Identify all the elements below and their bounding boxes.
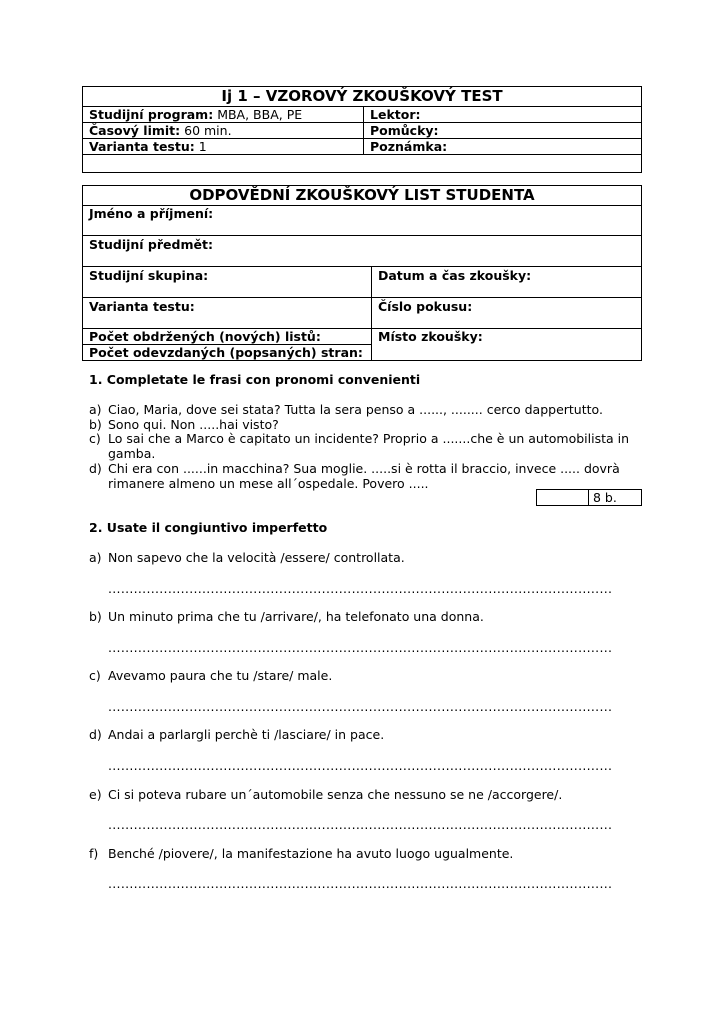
program-cell xyxy=(83,107,364,123)
item-marker: d) xyxy=(89,727,102,742)
test-title: Ij 1 – VZOROVÝ ZKOUŠKOVÝ TEST xyxy=(83,87,642,107)
answer-line[interactable]: ...................................................................................................................... xyxy=(108,877,613,891)
exercise2-title: 2. Usate il congiuntivo imperfetto xyxy=(89,520,328,535)
item-marker: e) xyxy=(89,787,102,802)
exercise1-item xyxy=(89,461,641,491)
exercise1-item xyxy=(89,431,641,461)
attempt-field[interactable]: Číslo pokusu: xyxy=(372,298,642,329)
program-label: Studijní program: xyxy=(89,107,214,122)
limit-cell xyxy=(83,123,364,139)
item-marker: b) xyxy=(89,609,102,624)
exercise1-item xyxy=(89,417,641,432)
score-cell[interactable] xyxy=(537,490,589,506)
lektor-label: Lektor: xyxy=(364,107,642,123)
place-field[interactable]: Místo zkoušky: xyxy=(372,329,642,361)
exercise2-item xyxy=(89,609,641,624)
item-text: Avevamo paura che tu /stare/ male. xyxy=(108,668,333,683)
exercise1-title: 1. Completate le frasi con pronomi convenienti xyxy=(89,372,421,387)
points-box xyxy=(536,489,642,506)
note-label: Poznámka: xyxy=(364,139,642,155)
item-text: Chi era con ......in macchina? Sua moglie. .....si è rotta il braccio, invece ..... dovrà rimanere almeno un mese all´ospedale. Povero ..... xyxy=(108,461,620,491)
limit-label: Časový limit: xyxy=(89,123,181,138)
answer-line[interactable]: ...................................................................................................................... xyxy=(108,582,613,596)
pages-count-field[interactable]: Počet odevzdaných (popsaných) stran: xyxy=(83,345,372,361)
item-marker: c) xyxy=(89,431,101,446)
exercise2-item xyxy=(89,727,641,742)
variant-value: 1 xyxy=(198,139,207,154)
item-marker: b) xyxy=(89,417,102,432)
item-text: Lo sai che a Marco è capitato un incidente? Proprio a .......che è un automobilista in gamba. xyxy=(108,431,630,461)
exercise2-item xyxy=(89,787,641,802)
item-marker: a) xyxy=(89,550,102,565)
answer-line[interactable]: ...................................................................................................................... xyxy=(108,700,613,714)
exercise1-item xyxy=(89,402,641,417)
item-text: Un minuto prima che tu /arrivare/, ha telefonato una donna. xyxy=(108,609,484,624)
exercise2-item xyxy=(89,846,641,861)
item-marker: a) xyxy=(89,402,102,417)
subject-field[interactable]: Studijní předmět: xyxy=(83,236,642,267)
answer-line[interactable]: ...................................................................................................................... xyxy=(108,641,613,655)
item-text: Non sapevo che la velocità /essere/ controllata. xyxy=(108,550,405,565)
pomucky-label: Pomůcky: xyxy=(364,123,642,139)
test-header-table xyxy=(82,86,642,173)
limit-value: 60 min. xyxy=(184,123,232,138)
variant-cell xyxy=(83,139,364,155)
item-text: Ci si poteva rubare un´automobile senza che nessuno se ne /accorgere/. xyxy=(108,787,563,802)
sheets-count-field[interactable]: Počet obdržených (nových) listů: xyxy=(83,329,372,345)
item-marker: f) xyxy=(89,846,99,861)
answer-sheet-table xyxy=(82,185,642,361)
answer-sheet-title: ODPOVĚDNÍ ZKOUŠKOVÝ LIST STUDENTA xyxy=(83,186,642,206)
answer-line[interactable]: ...................................................................................................................... xyxy=(108,818,613,832)
item-text: Sono qui. Non .....hai visto? xyxy=(108,417,279,432)
exercise2-item xyxy=(89,550,641,565)
points-value: 8 b. xyxy=(589,490,642,506)
name-field[interactable]: Jméno a příjmení: xyxy=(83,206,642,236)
answer-line[interactable]: ...................................................................................................................... xyxy=(108,759,613,773)
group-field[interactable]: Studijní skupina: xyxy=(83,267,372,298)
item-marker: c) xyxy=(89,668,101,683)
item-text: Andai a parlargli perchè ti /lasciare/ in pace. xyxy=(108,727,385,742)
program-value: MBA, BBA, PE xyxy=(217,107,303,122)
empty-row xyxy=(83,155,642,173)
exercise2-item xyxy=(89,668,641,683)
item-marker: d) xyxy=(89,461,102,476)
item-text: Ciao, Maria, dove sei stata? Tutta la sera penso a ......, ........ cerco dappertutto. xyxy=(108,402,603,417)
datetime-field[interactable]: Datum a čas zkoušky: xyxy=(372,267,642,298)
variant-label: Varianta testu: xyxy=(89,139,195,154)
item-text: Benché /piovere/, la manifestazione ha avuto luogo ugualmente. xyxy=(108,846,514,861)
variant-field[interactable]: Varianta testu: xyxy=(83,298,372,329)
